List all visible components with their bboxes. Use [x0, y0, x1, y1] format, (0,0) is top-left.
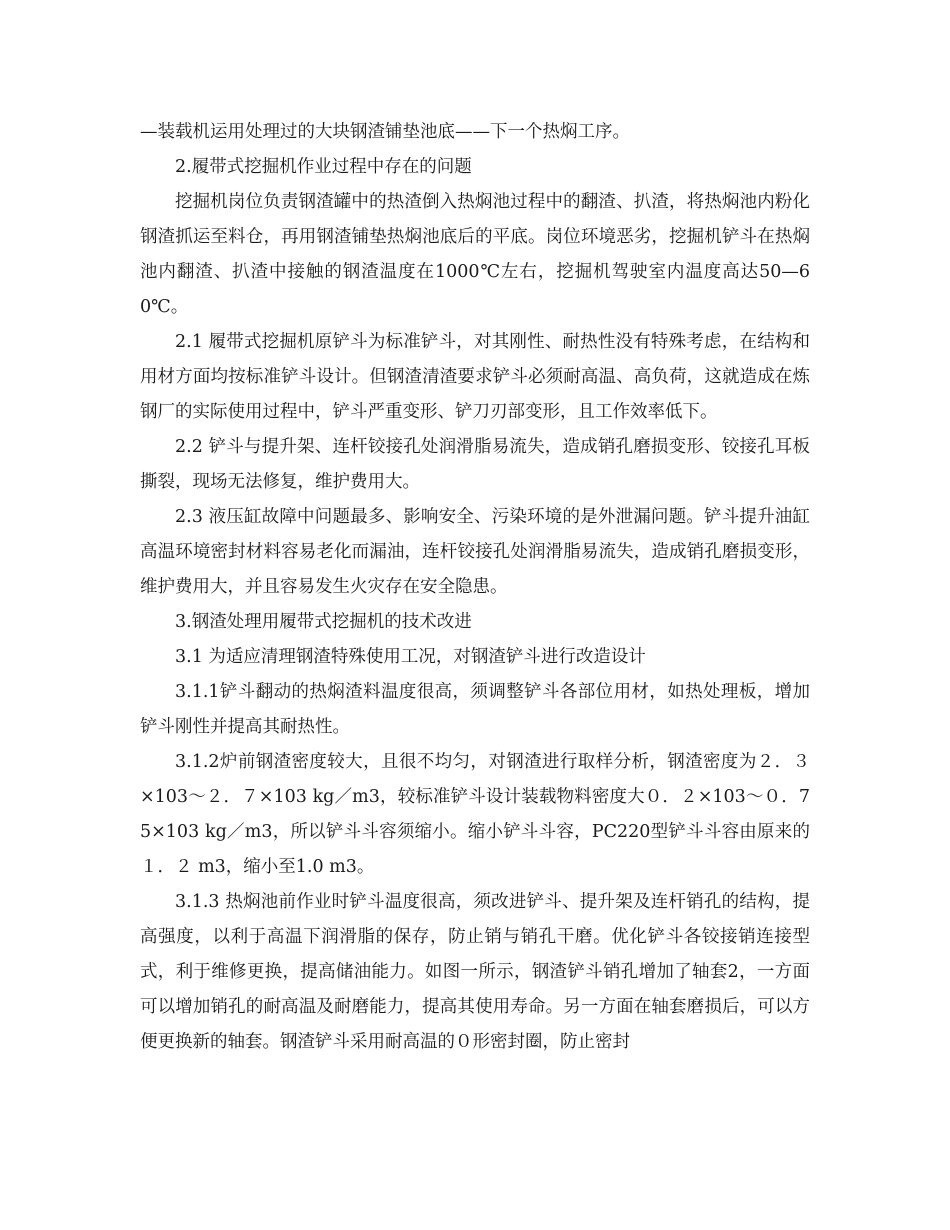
heading-3-1: 3.1 为适应清理钢渣特殊使用工况，对钢渣铲斗进行改造设计	[175, 647, 646, 667]
document-body	[140, 115, 810, 1060]
paragraph-2-3: 2.3 液压缸故障中问题最多、影响安全、污染环境的是外泄漏问题。铲斗提升油缸高温环境密封材料容易老化而漏油，连杆铰接孔处润滑脂易流失，造成销孔磨损变形，维护费用大，并且容易发生火灾存在安全隐患。	[140, 507, 810, 597]
paragraph-3-1-3: 3.1.3 热焖池前作业时铲斗温度很高，须改进铲斗、提升架及连杆销孔的结构，提高强度，以利于高温下润滑脂的保存，防止销与销孔干磨。优化铲斗各铰接销连接型式，利于维修更换，提高储油能力。如图一所示，钢渣铲斗销孔增加了轴套2，一方面可以增加销孔的耐高温及耐磨能力，提高其使用寿命。另一方面在轴套磨损后，可以方便更换新的轴套。钢渣铲斗采用耐高温的０形密封圈，防止密封	[140, 892, 810, 1052]
paragraph-section-2-body: 挖掘机岗位负责钢渣罐中的热渣倒入热焖池过程中的翻渣、扒渣，将热焖池内粉化钢渣抓运至料仓，再用钢渣铺垫热焖池底后的平底。岗位环境恶劣，挖掘机铲斗在热焖池内翻渣、扒渣中接触的钢渣温度在1000℃左右，挖掘机驾驶室内温度高达50—60℃。	[140, 192, 810, 317]
paragraph-3-1-2: 3.1.2炉前钢渣密度较大，且很不均匀，对钢渣进行取样分析，钢渣密度为２．３×103～２．７×103 kg／m3，较标准铲斗设计装载物料密度大０．２×103～０．75×103 kg／m3，所以铲斗斗容须缩小。缩小铲斗斗容，PC220型铲斗斗容由原来的１．２ m3，缩小至1.0 m3。	[140, 752, 810, 877]
paragraph-intro-continuation: —装载机运用处理过的大块钢渣铺垫池底——下一个热焖工序。	[140, 122, 630, 142]
heading-section-2: 2.履带式挖掘机作业过程中存在的问题	[175, 157, 472, 177]
heading-section-3: 3.钢渣处理用履带式挖掘机的技术改进	[175, 612, 472, 632]
paragraph-3-1-1: 3.1.1铲斗翻动的热焖渣料温度很高，须调整铲斗各部位用材，如热处理板，增加铲斗刚性并提高其耐热性。	[140, 682, 810, 737]
paragraph-2-2: 2.2 铲斗与提升架、连杆铰接孔处润滑脂易流失，造成销孔磨损变形、铰接孔耳板撕裂，现场无法修复，维护费用大。	[140, 437, 810, 492]
paragraph-2-1: 2.1 履带式挖掘机原铲斗为标准铲斗，对其刚性、耐热性没有特殊考虑，在结构和用材方面均按标准铲斗设计。但钢渣清渣要求铲斗必须耐高温、高负荷，这就造成在炼钢厂的实际使用过程中，铲斗严重变形、铲刀刃部变形，且工作效率低下。	[140, 332, 810, 422]
